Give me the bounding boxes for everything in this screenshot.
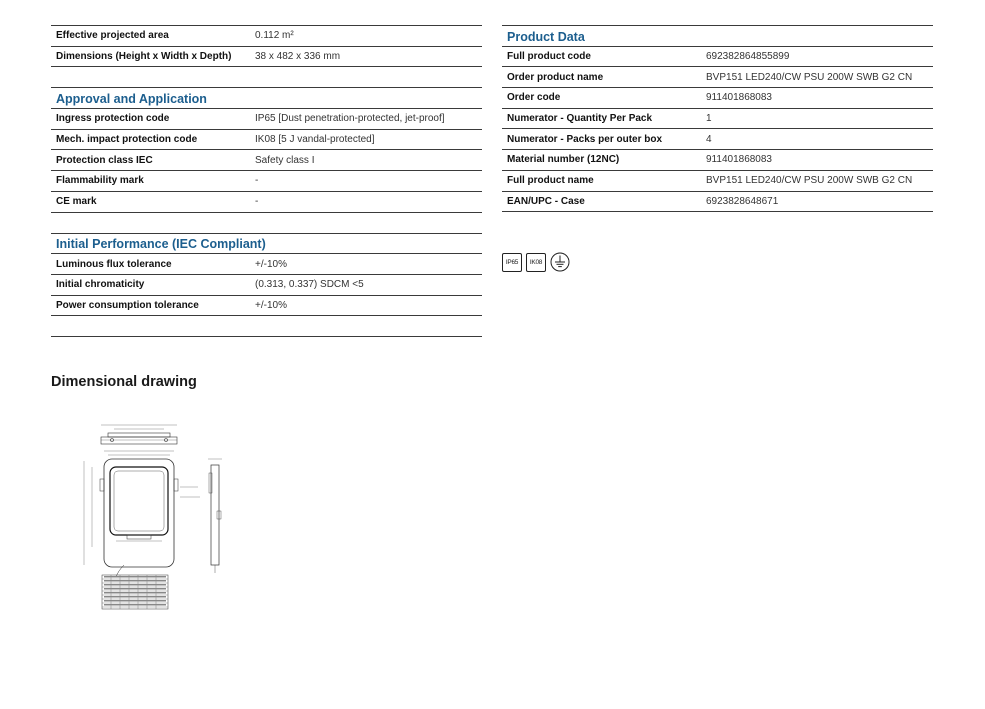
product-data-table <box>502 25 933 212</box>
spec-key: Mech. impact protection code <box>51 129 250 150</box>
ip65-icon: IP65 <box>502 253 522 272</box>
table-row <box>51 129 482 150</box>
table-row <box>51 254 482 275</box>
spec-key: Full product name <box>502 170 701 191</box>
spec-key: Dimensions (Height x Width x Depth) <box>51 46 250 67</box>
spec-key: Full product code <box>502 46 701 67</box>
spec-value: BVP151 LED240/CW PSU 200W SWB G2 CN <box>701 67 933 88</box>
table-row <box>502 129 933 150</box>
table-row <box>51 109 482 130</box>
protective-earth-icon <box>550 252 570 272</box>
table-row <box>502 46 933 67</box>
spec-key: Order code <box>502 88 701 109</box>
spec-value: 911401868083 <box>701 88 933 109</box>
section-header-performance <box>51 233 482 254</box>
section-header-product-data <box>502 26 933 47</box>
section-title: Approval and Application <box>51 88 482 109</box>
spec-value: 692382864855899 <box>701 46 933 67</box>
spec-key: Flammability mark <box>51 171 250 192</box>
spec-value: 911401868083 <box>701 150 933 171</box>
table-row <box>51 171 482 192</box>
spec-key: Power consumption tolerance <box>51 295 250 316</box>
table-row <box>502 191 933 212</box>
spec-key: Effective projected area <box>51 26 250 47</box>
spec-key: Initial chromaticity <box>51 274 250 295</box>
drawing-title: Dimensional drawing <box>51 374 197 390</box>
spec-value: IK08 [5 J vandal-protected] <box>250 129 482 150</box>
spacer-row <box>51 67 482 88</box>
spec-key: Numerator - Quantity Per Pack <box>502 108 701 129</box>
table-row <box>502 108 933 129</box>
spec-value: Safety class I <box>250 150 482 171</box>
spec-key: Material number (12NC) <box>502 150 701 171</box>
spec-value: IP65 [Dust penetration-protected, jet-proof] <box>250 109 482 130</box>
spec-value: +/-10% <box>250 295 482 316</box>
spec-value: 6923828648671 <box>701 191 933 212</box>
table-row <box>502 67 933 88</box>
spec-key: EAN/UPC - Case <box>502 191 701 212</box>
spacer-row <box>51 316 482 337</box>
table-row <box>502 88 933 109</box>
table-row <box>502 150 933 171</box>
spec-key: Luminous flux tolerance <box>51 254 250 275</box>
section-title: Initial Performance (IEC Compliant) <box>51 233 482 254</box>
certification-icons <box>502 252 570 272</box>
spec-key: Order product name <box>502 67 701 88</box>
section-title: Product Data <box>502 26 933 47</box>
spec-value: BVP151 LED240/CW PSU 200W SWB G2 CN <box>701 170 933 191</box>
spacer-row <box>51 212 482 233</box>
table-row <box>51 295 482 316</box>
spec-value: (0.313, 0.337) SDCM <5 <box>250 274 482 295</box>
section-header-approval <box>51 88 482 109</box>
ik08-icon: IK08 <box>526 253 546 272</box>
spec-value: - <box>250 171 482 192</box>
spec-key: Protection class IEC <box>51 150 250 171</box>
table-row <box>51 150 482 171</box>
spec-key: Numerator - Packs per outer box <box>502 129 701 150</box>
table-row <box>51 191 482 212</box>
spec-value: 0.112 m² <box>250 26 482 47</box>
table-row <box>51 46 482 67</box>
spec-value: 38 x 482 x 336 mm <box>250 46 482 67</box>
spec-key: Ingress protection code <box>51 109 250 130</box>
table-row <box>502 170 933 191</box>
spec-value: 4 <box>701 129 933 150</box>
left-spec-table <box>51 25 482 337</box>
table-row <box>51 274 482 295</box>
table-row <box>51 26 482 47</box>
spec-value: +/-10% <box>250 254 482 275</box>
spec-value: 1 <box>701 108 933 129</box>
spec-value: - <box>250 191 482 212</box>
spec-key: CE mark <box>51 191 250 212</box>
dimensional-drawing <box>78 415 238 615</box>
